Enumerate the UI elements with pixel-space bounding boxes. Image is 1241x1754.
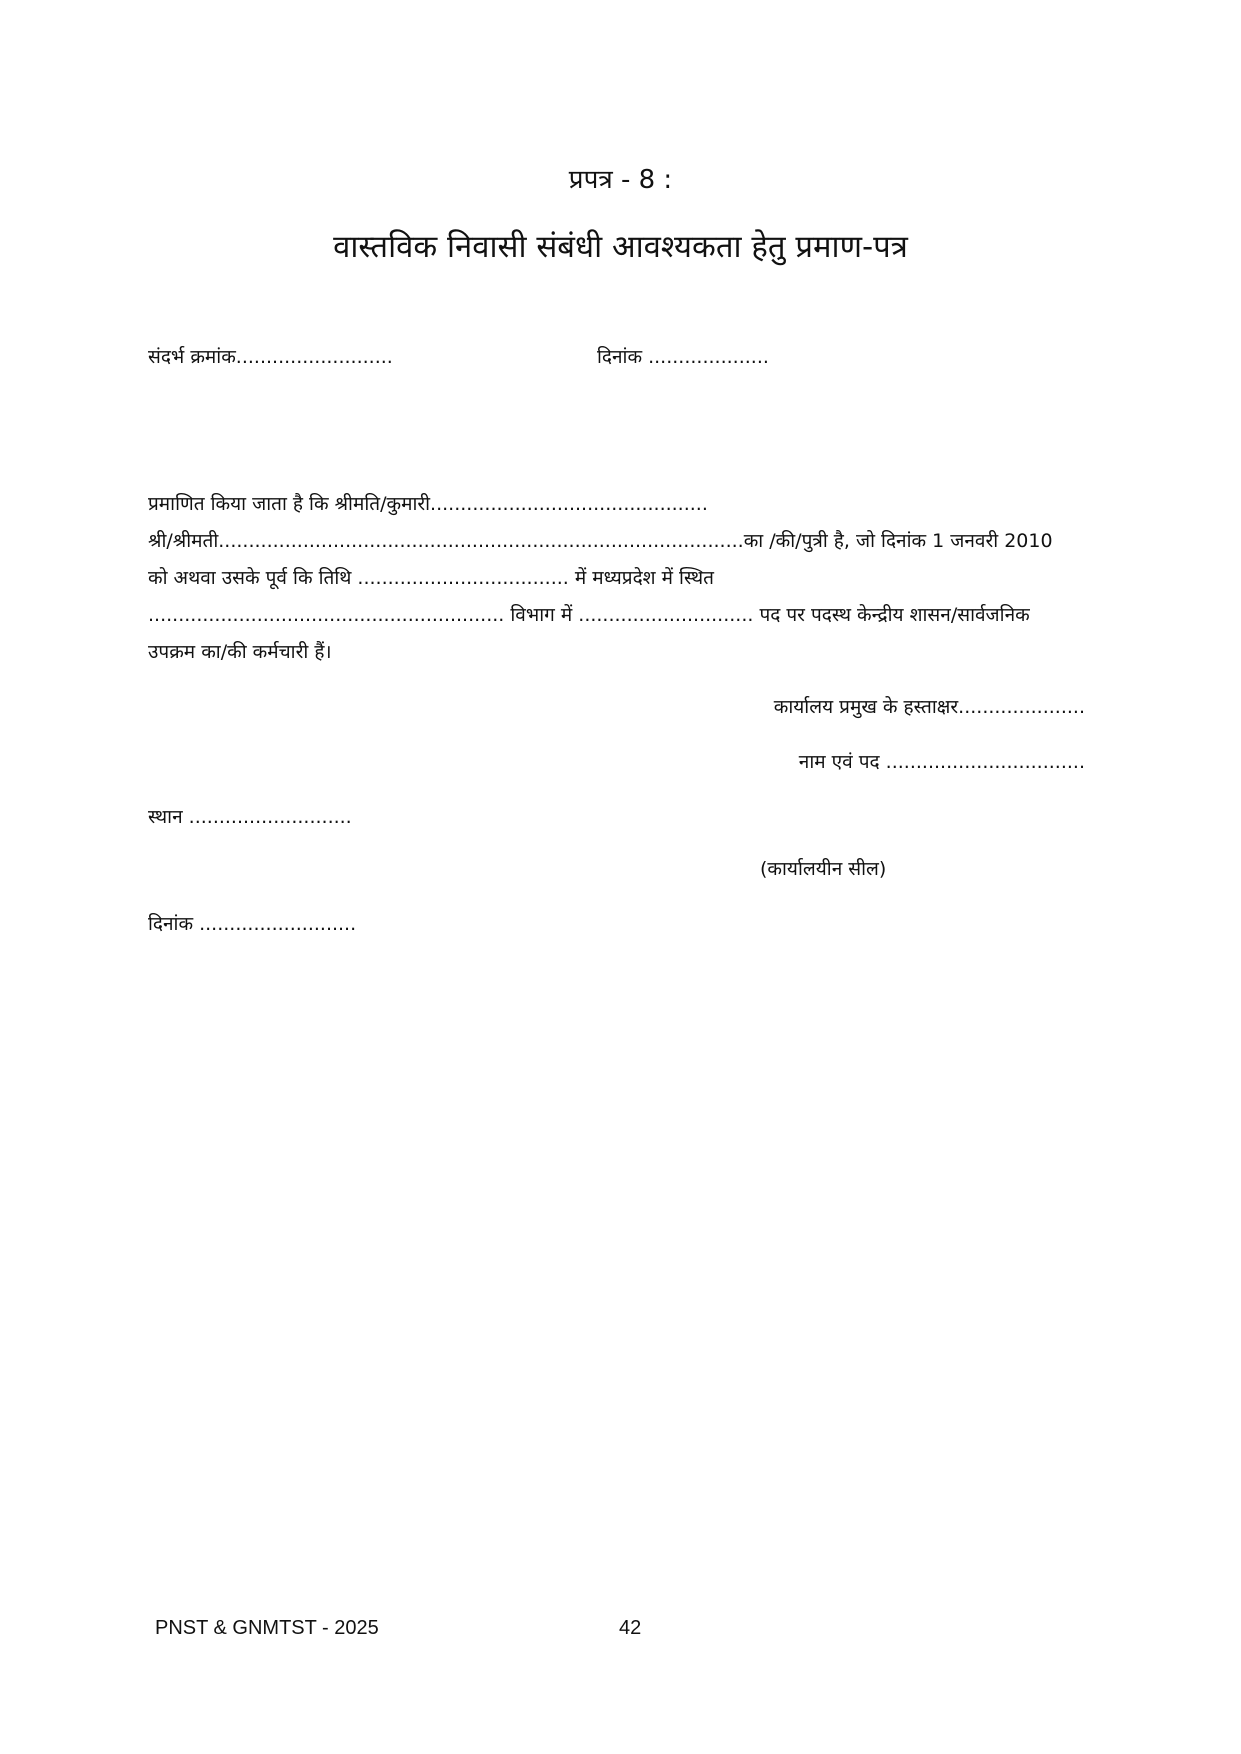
office-seal: (कार्यालयीन सील) <box>760 858 887 880</box>
place: स्थान ........................... <box>148 806 352 828</box>
reference-date: दिनांक .................... <box>597 346 769 368</box>
certificate-line-3: को अथवा उसके पूर्व कि तिथि ................................... में मध्यप्रदेश में स्थित <box>148 567 714 589</box>
head-signature: कार्यालय प्रमुख के हस्ताक्षर..................... <box>773 696 1085 718</box>
certificate-line-5: उपक्रम का/की कर्मचारी हैं। <box>148 641 332 663</box>
reference-number: संदर्भ क्रमांक.......................... <box>148 346 393 368</box>
page-title: वास्तविक निवासी संबंधी आवश्यकता हेतु प्रमाण-पत्र <box>333 229 908 265</box>
certificate-line-2: श्री/श्रीमती.......................................................................................का /की/पुत्री है, जो दिनांक 1 जनवरी 2010 <box>148 530 1053 552</box>
certificate-line-1: प्रमाणित किया जाता है कि श्रीमति/कुमारी.............................................. <box>148 493 708 515</box>
date-bottom: दिनांक .......................... <box>148 913 357 935</box>
name-designation: नाम एवं पद ................................. <box>798 751 1085 773</box>
footer-left: PNST & GNMTST - 2025 <box>155 1617 379 1639</box>
certificate-line-4: ........................................................... विभाग में ............................. पद पर पदस्थ केन्द्रीय शासन/सार्वजनिक <box>148 604 1030 626</box>
page-number: 42 <box>619 1617 642 1639</box>
form-number: प्रपत्र - 8 : <box>568 165 673 195</box>
